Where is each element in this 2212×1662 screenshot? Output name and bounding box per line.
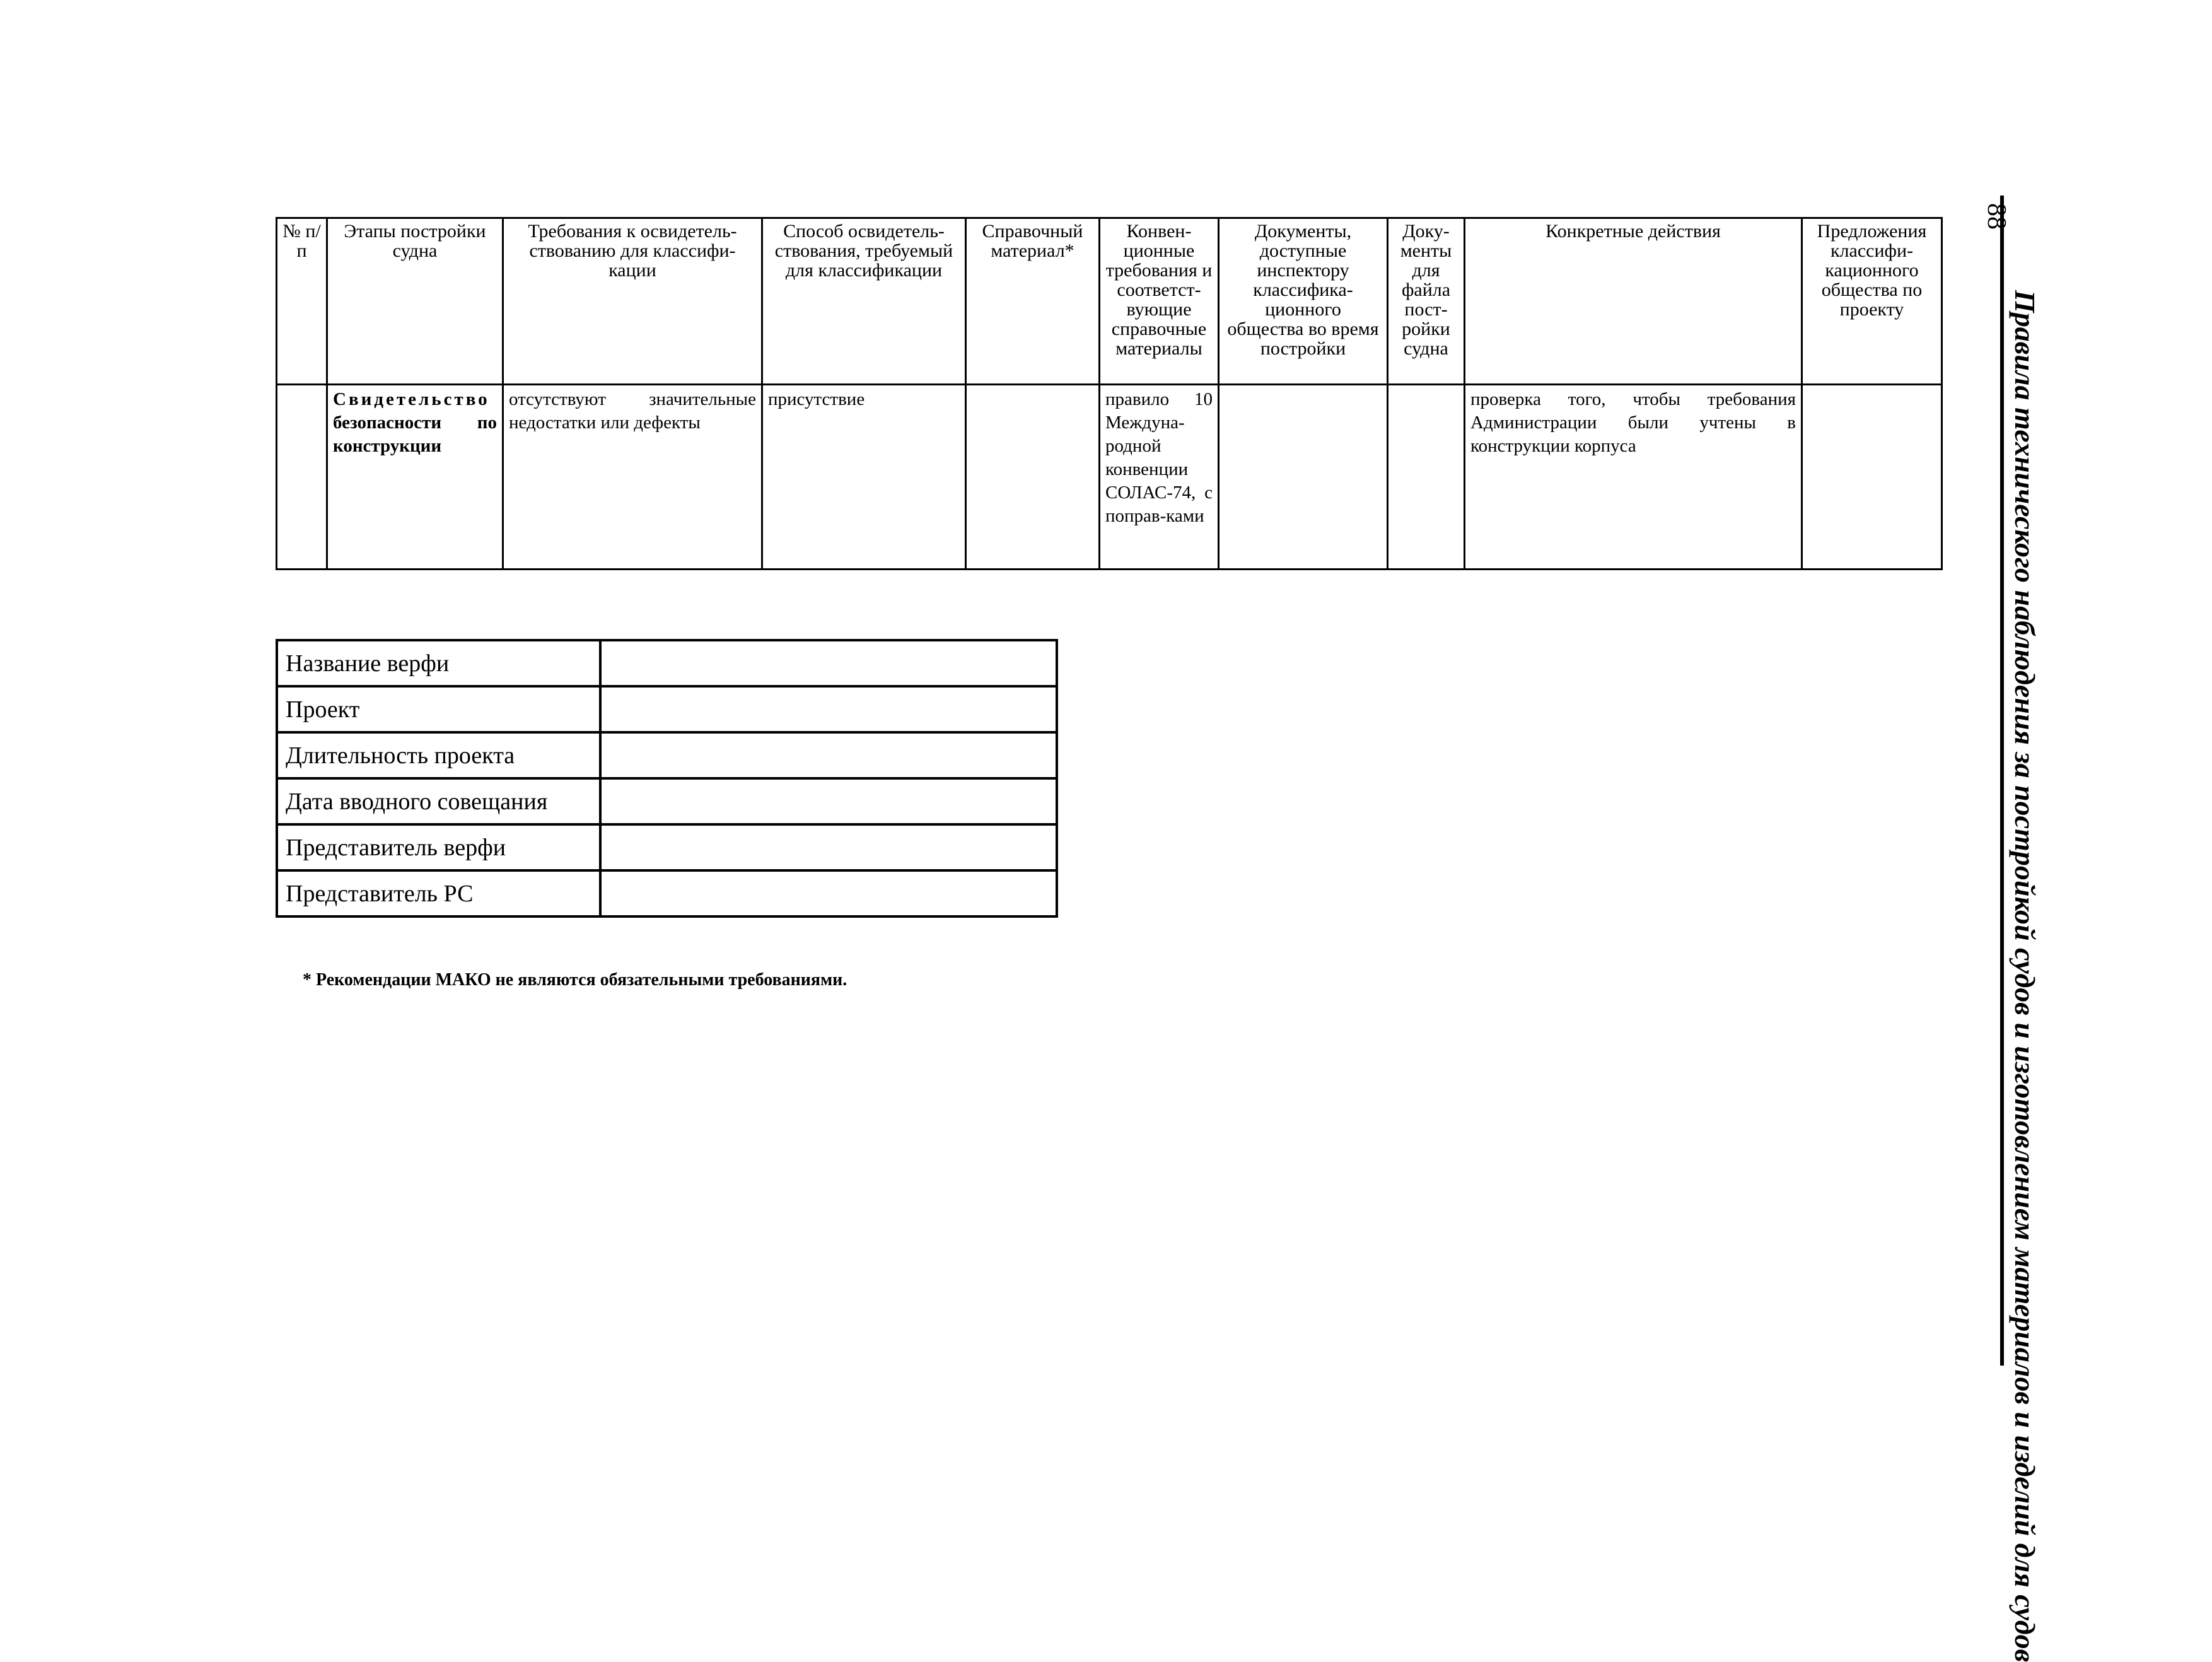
cell-method: присутствие — [762, 385, 966, 570]
cell-requirement: отсутствуют значительные недостатки или дефекты — [503, 385, 762, 570]
stage-title: Свидетельство — [333, 389, 490, 409]
header-file-docs: Доку-менты для файла пост-ройки судна — [1388, 218, 1465, 385]
side-rule — [2000, 196, 2004, 1366]
info-value — [600, 686, 1057, 732]
info-label: Название верфи — [277, 640, 600, 686]
header-convention: Конвен-ционные требования и соответст-вующие справочные материалы — [1100, 218, 1219, 385]
info-value — [600, 824, 1057, 870]
cell-file-docs — [1388, 385, 1465, 570]
table-row — [277, 385, 1942, 570]
cell-actions: проверка того, чтобы требования Администрации были учтены в конструкции корпуса — [1465, 385, 1802, 570]
info-value — [600, 640, 1057, 686]
info-label: Дата вводного совещания — [277, 778, 600, 824]
cell-reference — [966, 385, 1100, 570]
cell-proposals — [1802, 385, 1942, 570]
footnote: * Рекомендации МАКО не являются обязательными требованиями. — [303, 970, 847, 990]
cell-convention: правило 10 Междуна-родной конвенции СОЛАС-74, с поправ-ками — [1100, 385, 1219, 570]
header-method: Способ освидетель-ствования, требуемый для классификации — [762, 218, 966, 385]
info-row — [277, 870, 1057, 916]
header-actions: Конкретные действия — [1465, 218, 1802, 385]
table-header-row — [277, 218, 1942, 385]
info-row — [277, 732, 1057, 778]
info-value — [600, 870, 1057, 916]
info-value — [600, 778, 1057, 824]
cell-documents — [1219, 385, 1388, 570]
survey-table — [276, 217, 1943, 570]
info-row — [277, 686, 1057, 732]
info-label: Представитель РС — [277, 870, 600, 916]
info-row — [277, 824, 1057, 870]
info-row — [277, 640, 1057, 686]
header-documents: Документы, доступные инспектору классифика-ционного общества во время постройки — [1219, 218, 1388, 385]
info-label: Представитель верфи — [277, 824, 600, 870]
header-reference: Справочный материал* — [966, 218, 1100, 385]
header-stage: Этапы постройки судна — [327, 218, 503, 385]
stage-title-rest: безопасности по конструкции — [333, 413, 497, 456]
info-row — [277, 778, 1057, 824]
cell-stage — [327, 385, 503, 570]
info-value — [600, 732, 1057, 778]
header-proposals: Предложения классифи-кационного общества по проекту — [1802, 218, 1942, 385]
project-info-table — [276, 639, 1058, 918]
header-requirement: Требования к освидетель-ствованию для классифи-кации — [503, 218, 762, 385]
info-label: Длительность проекта — [277, 732, 600, 778]
page-number: 88 — [1982, 203, 2011, 230]
info-label: Проект — [277, 686, 600, 732]
header-num: № п/п — [277, 218, 327, 385]
running-title: Правила технического наблюдения за постройкой судов и изготовлением материалов и изделий для судов — [2009, 290, 2041, 1662]
cell-num — [277, 385, 327, 570]
